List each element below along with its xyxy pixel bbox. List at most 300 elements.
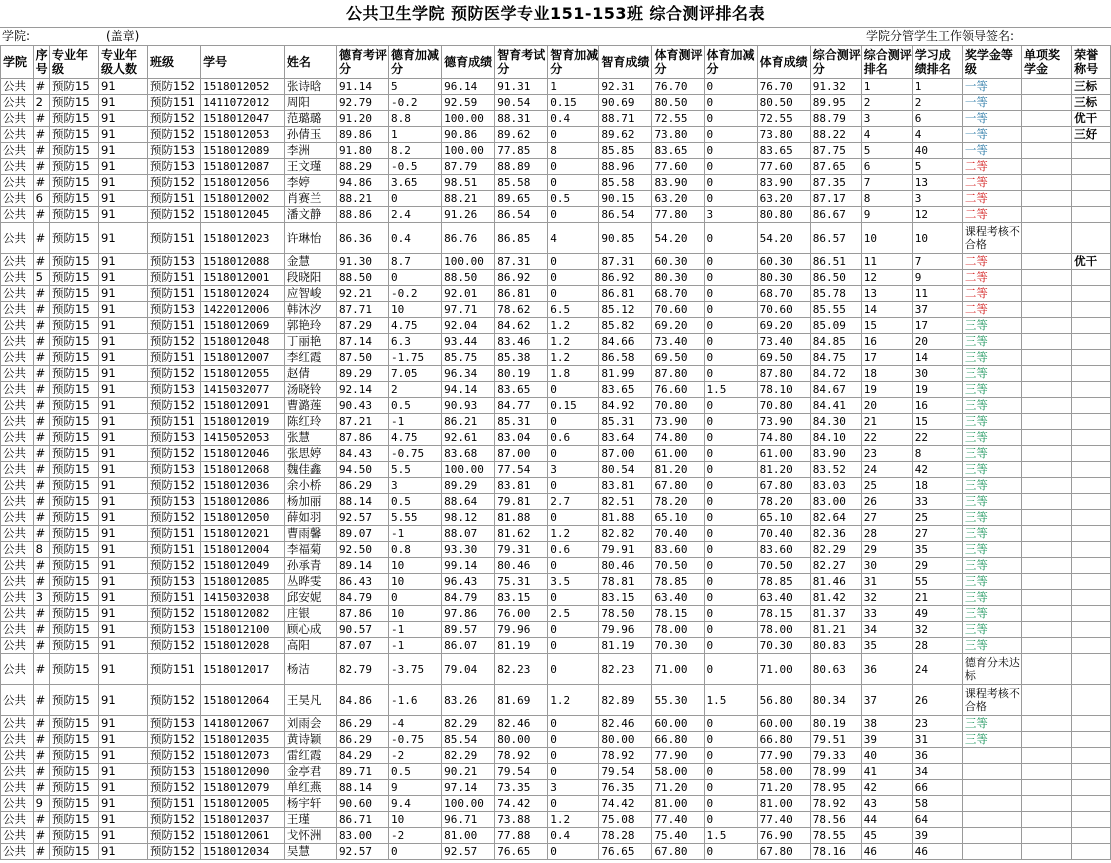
table-cell[interactable]: 90.54 [495,95,548,111]
table-cell[interactable]: 91 [99,732,148,748]
table-cell[interactable]: 86.07 [442,638,495,654]
table-cell[interactable]: 16 [912,398,962,414]
column-header[interactable]: 德育成绩 [442,46,495,79]
table-cell[interactable]: 91 [99,590,148,606]
table-cell[interactable]: 0 [548,590,599,606]
table-cell[interactable]: 1518012049 [201,558,285,574]
table-cell[interactable]: 83.52 [810,462,861,478]
table-cell[interactable]: 91 [99,143,148,159]
table-cell[interactable]: 预防15 [50,478,99,494]
table-cell[interactable]: 0 [548,844,599,860]
table-cell[interactable]: 83.90 [652,175,704,191]
table-cell[interactable]: 82.23 [495,654,548,685]
table-cell[interactable]: 91.26 [442,207,495,223]
table-cell[interactable]: 1518012036 [201,478,285,494]
table-cell[interactable]: 0 [704,446,757,462]
table-cell[interactable]: 公共 [1,780,34,796]
table-cell[interactable]: 44 [861,812,912,828]
table-cell[interactable]: 20 [861,398,912,414]
table-cell[interactable] [1072,638,1111,654]
table-cell[interactable]: 78.81 [599,574,652,590]
table-cell[interactable]: # [33,159,49,175]
table-cell[interactable]: # [33,606,49,622]
table-cell[interactable]: 86.54 [495,207,548,223]
table-cell[interactable]: 100.00 [442,796,495,812]
table-cell[interactable]: 92.61 [442,430,495,446]
table-cell[interactable]: 0 [704,191,757,207]
table-cell[interactable]: # [33,398,49,414]
table-cell[interactable]: 83.04 [495,430,548,446]
table-cell[interactable] [962,748,1021,764]
table-cell[interactable]: 5 [389,79,442,95]
table-cell[interactable]: 1518012073 [201,748,285,764]
table-cell[interactable]: 85.31 [495,414,548,430]
table-cell[interactable]: 78.10 [757,382,810,398]
table-cell[interactable]: 83.15 [495,590,548,606]
table-cell[interactable]: 预防15 [50,732,99,748]
table-cell[interactable] [1072,350,1111,366]
table-cell[interactable]: 0.5 [548,191,599,207]
table-cell[interactable]: 75.31 [495,574,548,590]
table-cell[interactable]: 公共 [1,748,34,764]
table-cell[interactable]: 82.29 [810,542,861,558]
table-cell[interactable]: 90.15 [599,191,652,207]
table-cell[interactable]: 1518012046 [201,446,285,462]
table-cell[interactable]: 54.20 [652,223,704,254]
table-cell[interactable]: 81.88 [599,510,652,526]
table-cell[interactable]: -4 [389,716,442,732]
table-cell[interactable]: 预防152 [148,812,201,828]
table-cell[interactable] [1022,446,1072,462]
table-cell[interactable]: 73.40 [652,334,704,350]
table-cell[interactable]: 0 [704,159,757,175]
table-cell[interactable]: 40 [912,143,962,159]
table-cell[interactable]: 80.00 [495,732,548,748]
table-cell[interactable]: 1518012064 [201,685,285,716]
table-cell[interactable] [1022,79,1072,95]
table-cell[interactable]: 78.62 [495,302,548,318]
table-cell[interactable]: 10 [389,812,442,828]
table-cell[interactable] [1022,286,1072,302]
table-cell[interactable]: 4 [548,223,599,254]
table-cell[interactable]: # [33,207,49,223]
table-cell[interactable]: # [33,318,49,334]
table-cell[interactable]: 预防151 [148,318,201,334]
table-cell[interactable]: 73.35 [495,780,548,796]
table-cell[interactable]: 91.31 [495,79,548,95]
table-cell[interactable]: 预防15 [50,414,99,430]
table-cell[interactable]: 0 [704,430,757,446]
table-cell[interactable]: 80.80 [757,207,810,223]
table-cell[interactable]: 70.40 [652,526,704,542]
table-cell[interactable]: 32 [861,590,912,606]
table-cell[interactable]: 34 [861,622,912,638]
table-cell[interactable]: 88.31 [495,111,548,127]
table-cell[interactable]: 18 [912,478,962,494]
table-cell[interactable]: 预防152 [148,510,201,526]
table-cell[interactable]: 79.51 [810,732,861,748]
table-cell[interactable]: 93.44 [442,334,495,350]
table-cell[interactable]: 74.80 [652,430,704,446]
table-cell[interactable]: 预防152 [148,780,201,796]
table-cell[interactable]: 4 [861,127,912,143]
table-cell[interactable]: 80.50 [652,95,704,111]
table-cell[interactable] [1072,462,1111,478]
table-cell[interactable]: 孙倩玉 [284,127,336,143]
table-cell[interactable]: 陈红玲 [284,414,336,430]
table-cell[interactable]: 0 [704,286,757,302]
table-cell[interactable]: 70.60 [757,302,810,318]
table-cell[interactable]: # [33,558,49,574]
table-cell[interactable]: 0 [704,622,757,638]
table-cell[interactable]: 0 [548,207,599,223]
table-cell[interactable]: 75.08 [599,812,652,828]
table-cell[interactable]: 86.58 [599,350,652,366]
table-cell[interactable]: 公共 [1,622,34,638]
table-cell[interactable]: 80.46 [495,558,548,574]
table-cell[interactable]: 43 [861,796,912,812]
table-cell[interactable]: 0 [704,558,757,574]
table-cell[interactable]: 88.71 [599,111,652,127]
table-cell[interactable]: # [33,143,49,159]
table-cell[interactable]: 预防152 [148,558,201,574]
table-cell[interactable]: 0 [704,95,757,111]
column-header[interactable]: 单项奖学金 [1022,46,1072,79]
table-cell[interactable]: 77.60 [757,159,810,175]
table-cell[interactable]: 77.90 [757,748,810,764]
table-cell[interactable]: 91 [99,478,148,494]
table-cell[interactable]: 0.8 [389,542,442,558]
table-cell[interactable]: 78.00 [652,622,704,638]
table-cell[interactable]: 三等 [962,574,1021,590]
table-cell[interactable]: 0 [704,478,757,494]
table-cell[interactable]: 1518012055 [201,366,285,382]
table-cell[interactable]: 89.62 [495,127,548,143]
table-cell[interactable]: 公共 [1,478,34,494]
table-cell[interactable]: 77.88 [495,828,548,844]
table-cell[interactable]: 37 [861,685,912,716]
table-cell[interactable]: 18 [861,366,912,382]
table-cell[interactable]: 83.03 [810,478,861,494]
table-cell[interactable]: 9 [33,796,49,812]
table-cell[interactable]: 0 [704,494,757,510]
table-cell[interactable]: 7 [912,254,962,270]
table-cell[interactable]: 0 [548,748,599,764]
table-cell[interactable]: 预防15 [50,270,99,286]
table-cell[interactable]: 35 [912,542,962,558]
table-cell[interactable] [1072,207,1111,223]
table-cell[interactable]: # [33,286,49,302]
table-cell[interactable]: 76.70 [757,79,810,95]
table-cell[interactable] [1022,606,1072,622]
table-cell[interactable]: 三等 [962,542,1021,558]
table-cell[interactable] [1022,350,1072,366]
table-cell[interactable]: 61.00 [652,446,704,462]
table-cell[interactable]: -1 [389,414,442,430]
table-cell[interactable]: 2 [861,95,912,111]
table-cell[interactable]: 76.65 [495,844,548,860]
table-cell[interactable]: 79.54 [495,764,548,780]
table-cell[interactable]: 公共 [1,494,34,510]
table-cell[interactable]: 0 [704,254,757,270]
table-cell[interactable]: 19 [912,382,962,398]
table-cell[interactable]: 二等 [962,254,1021,270]
table-cell[interactable]: 0 [704,143,757,159]
table-cell[interactable]: -3.75 [389,654,442,685]
table-cell[interactable]: 78.56 [810,812,861,828]
table-cell[interactable]: 黄诗颖 [284,732,336,748]
table-cell[interactable]: 84.66 [599,334,652,350]
table-cell[interactable]: 二等 [962,302,1021,318]
table-cell[interactable]: 雷红霞 [284,748,336,764]
table-cell[interactable] [1022,111,1072,127]
table-cell[interactable]: 杨加丽 [284,494,336,510]
table-cell[interactable]: 12 [861,270,912,286]
table-cell[interactable]: 86.81 [495,286,548,302]
table-cell[interactable]: 公共 [1,79,34,95]
table-cell[interactable]: 预防151 [148,223,201,254]
table-cell[interactable]: 84.29 [336,748,388,764]
table-cell[interactable]: 0 [704,764,757,780]
table-cell[interactable]: 预防151 [148,796,201,812]
table-cell[interactable] [1072,732,1111,748]
table-cell[interactable]: 92.57 [336,844,388,860]
table-cell[interactable]: # [33,844,49,860]
table-cell[interactable]: 预防15 [50,159,99,175]
table-cell[interactable]: 84.43 [336,446,388,462]
table-cell[interactable]: 87.31 [495,254,548,270]
table-cell[interactable]: 91.32 [810,79,861,95]
table-cell[interactable]: 85.78 [810,286,861,302]
table-cell[interactable]: 91 [99,844,148,860]
table-cell[interactable]: 14 [912,350,962,366]
table-cell[interactable]: 优干 [1072,254,1111,270]
table-cell[interactable]: 预防153 [148,382,201,398]
table-cell[interactable]: 预防15 [50,175,99,191]
table-cell[interactable]: 87.86 [336,606,388,622]
table-cell[interactable]: 67.80 [652,478,704,494]
table-cell[interactable] [1072,430,1111,446]
table-cell[interactable]: 96.34 [442,366,495,382]
table-cell[interactable] [1022,143,1072,159]
table-cell[interactable]: 2.7 [548,494,599,510]
table-cell[interactable]: 79.81 [495,494,548,510]
table-cell[interactable]: 88.14 [336,494,388,510]
table-cell[interactable]: 6 [912,111,962,127]
table-cell[interactable]: 公共 [1,716,34,732]
table-cell[interactable] [1022,654,1072,685]
table-cell[interactable] [962,812,1021,828]
table-cell[interactable]: 二等 [962,159,1021,175]
table-cell[interactable]: 公共 [1,207,34,223]
table-cell[interactable]: 预防15 [50,334,99,350]
table-cell[interactable]: 1518012023 [201,223,285,254]
table-cell[interactable]: 88.07 [442,526,495,542]
table-cell[interactable]: 公共 [1,223,34,254]
table-cell[interactable]: 92.31 [599,79,652,95]
table-cell[interactable]: 0 [704,732,757,748]
table-cell[interactable]: 98.51 [442,175,495,191]
table-cell[interactable]: 二等 [962,286,1021,302]
column-header[interactable]: 学院 [1,46,34,79]
table-cell[interactable]: 81.69 [495,685,548,716]
table-cell[interactable]: 预防153 [148,764,201,780]
table-cell[interactable]: 87.14 [336,334,388,350]
table-cell[interactable]: 94.86 [336,175,388,191]
table-cell[interactable]: 1 [548,79,599,95]
table-cell[interactable]: 84.67 [810,382,861,398]
table-cell[interactable] [1022,748,1072,764]
table-cell[interactable]: 0.4 [548,828,599,844]
table-cell[interactable]: 预防15 [50,748,99,764]
table-cell[interactable]: 预防152 [148,844,201,860]
table-cell[interactable]: 89.29 [442,478,495,494]
table-cell[interactable]: 87.29 [336,318,388,334]
table-cell[interactable] [1022,223,1072,254]
table-cell[interactable]: 81.46 [810,574,861,590]
table-cell[interactable]: 70.50 [652,558,704,574]
table-cell[interactable]: -2 [389,828,442,844]
table-cell[interactable] [1072,558,1111,574]
table-cell[interactable]: 0 [548,159,599,175]
table-cell[interactable]: 81.99 [599,366,652,382]
table-cell[interactable]: 91 [99,446,148,462]
table-cell[interactable]: 82.29 [442,748,495,764]
table-cell[interactable]: 1518012005 [201,796,285,812]
table-cell[interactable]: 三等 [962,638,1021,654]
table-cell[interactable]: 1518012069 [201,318,285,334]
table-cell[interactable]: 张思婷 [284,446,336,462]
table-cell[interactable] [1072,685,1111,716]
table-cell[interactable]: 78.95 [810,780,861,796]
table-cell[interactable]: 戈怀洲 [284,828,336,844]
table-cell[interactable]: 1518012007 [201,350,285,366]
table-cell[interactable]: 85.75 [442,350,495,366]
table-cell[interactable]: 91 [99,558,148,574]
table-cell[interactable]: 0 [704,127,757,143]
table-cell[interactable]: 60.30 [757,254,810,270]
table-cell[interactable]: 王文瑾 [284,159,336,175]
table-cell[interactable]: 32 [912,622,962,638]
table-cell[interactable]: 88.21 [336,191,388,207]
table-cell[interactable]: 77.40 [757,812,810,828]
table-cell[interactable]: 预防152 [148,334,201,350]
table-cell[interactable]: 预防153 [148,716,201,732]
table-cell[interactable]: 88.21 [442,191,495,207]
table-cell[interactable]: # [33,414,49,430]
table-cell[interactable]: 0 [548,732,599,748]
table-cell[interactable]: 5 [861,143,912,159]
table-cell[interactable]: 李福菊 [284,542,336,558]
table-cell[interactable]: 预防15 [50,606,99,622]
table-cell[interactable]: 0 [548,638,599,654]
table-cell[interactable]: 1518012068 [201,462,285,478]
table-cell[interactable]: 0 [548,382,599,398]
table-cell[interactable]: 1518012087 [201,159,285,175]
table-cell[interactable]: 0 [704,780,757,796]
table-cell[interactable]: 46 [861,844,912,860]
table-cell[interactable]: 91 [99,254,148,270]
table-cell[interactable]: 1518012019 [201,414,285,430]
table-cell[interactable]: 预防152 [148,638,201,654]
table-cell[interactable]: 公共 [1,414,34,430]
table-cell[interactable]: 84.10 [810,430,861,446]
table-cell[interactable]: 4.75 [389,318,442,334]
table-cell[interactable]: 86.76 [442,223,495,254]
column-header[interactable]: 姓名 [284,46,336,79]
table-cell[interactable]: 70.80 [652,398,704,414]
table-cell[interactable]: 71.00 [652,654,704,685]
table-cell[interactable]: 91 [99,382,148,398]
table-cell[interactable]: 预防153 [148,462,201,478]
table-cell[interactable]: 8 [548,143,599,159]
table-cell[interactable]: 0.6 [548,430,599,446]
table-cell[interactable] [1022,334,1072,350]
column-header[interactable]: 专业年级 [50,46,99,79]
table-cell[interactable]: 92.57 [336,510,388,526]
table-cell[interactable] [1022,175,1072,191]
table-cell[interactable]: 1.8 [548,366,599,382]
table-cell[interactable]: 曹潞莲 [284,398,336,414]
table-cell[interactable]: 90.43 [336,398,388,414]
table-cell[interactable]: 3 [704,207,757,223]
table-cell[interactable]: 4.75 [389,430,442,446]
table-cell[interactable]: # [33,79,49,95]
table-cell[interactable]: 0.5 [389,398,442,414]
table-cell[interactable]: 31 [861,574,912,590]
table-cell[interactable]: 公共 [1,111,34,127]
table-cell[interactable]: 李婷 [284,175,336,191]
table-cell[interactable]: 83.26 [442,685,495,716]
table-cell[interactable]: 高阳 [284,638,336,654]
table-cell[interactable]: 1518012100 [201,622,285,638]
table-cell[interactable] [1072,446,1111,462]
table-cell[interactable]: 1518012048 [201,334,285,350]
table-cell[interactable]: 1518012021 [201,526,285,542]
table-cell[interactable]: 58 [912,796,962,812]
table-cell[interactable]: 75.40 [652,828,704,844]
table-cell[interactable]: 91 [99,430,148,446]
table-cell[interactable]: 63.20 [652,191,704,207]
table-cell[interactable]: 91 [99,510,148,526]
table-cell[interactable]: 1518012035 [201,732,285,748]
table-cell[interactable]: 40 [861,748,912,764]
table-cell[interactable]: 预防15 [50,828,99,844]
table-cell[interactable]: # [33,510,49,526]
table-cell[interactable]: 78.92 [810,796,861,812]
table-cell[interactable]: 84.86 [336,685,388,716]
table-cell[interactable]: 81.42 [810,590,861,606]
table-cell[interactable]: 1.2 [548,685,599,716]
table-cell[interactable] [1072,542,1111,558]
table-cell[interactable]: 公共 [1,685,34,716]
table-cell[interactable]: 9.4 [389,796,442,812]
table-cell[interactable]: 0 [704,654,757,685]
table-cell[interactable]: 1518012047 [201,111,285,127]
table-cell[interactable]: 预防15 [50,398,99,414]
table-cell[interactable]: 81.19 [495,638,548,654]
table-cell[interactable]: 72.55 [652,111,704,127]
table-cell[interactable]: 83.60 [652,542,704,558]
table-cell[interactable]: -0.75 [389,732,442,748]
table-cell[interactable]: 79.31 [495,542,548,558]
table-cell[interactable]: 98.12 [442,510,495,526]
table-cell[interactable]: 81.00 [652,796,704,812]
table-cell[interactable]: 82.29 [442,716,495,732]
table-cell[interactable]: 公共 [1,462,34,478]
table-cell[interactable]: 肖赛兰 [284,191,336,207]
table-cell[interactable]: # [33,366,49,382]
